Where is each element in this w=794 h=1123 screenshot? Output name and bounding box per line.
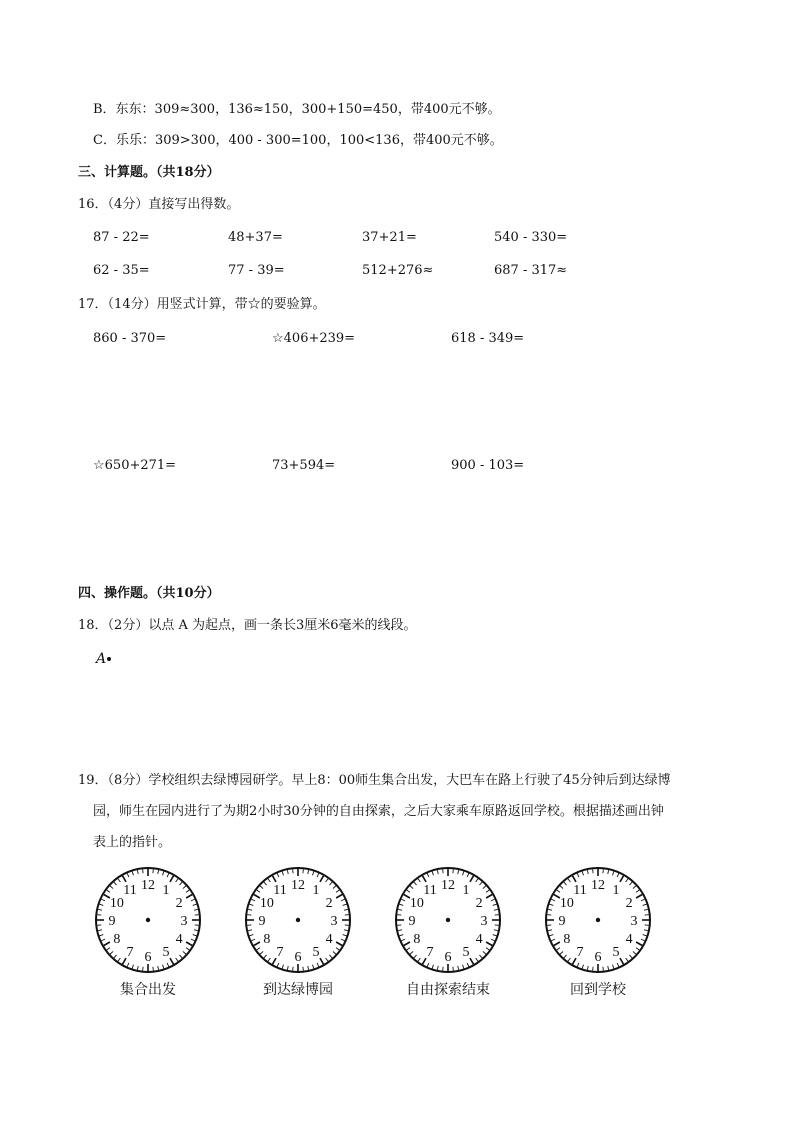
clock-number: 11 [423,882,437,898]
clock-number: 7 [126,945,134,961]
hour-tick [273,958,277,964]
minute-tick [636,948,639,950]
minute-tick [99,935,103,936]
clock-icon [244,866,352,974]
clock-number: 3 [180,914,188,929]
q16-item: 512+276≈ [362,263,434,278]
hour-tick [186,942,192,946]
hour-tick [320,958,324,964]
clock-number: 8 [113,932,121,947]
minute-tick [494,930,498,931]
clock-number: 11 [273,882,287,898]
minute-tick [127,873,129,877]
minute-tick [98,930,102,931]
clock-number: 5 [162,945,170,961]
minute-tick [249,935,253,936]
hour-tick [620,876,624,882]
hour-tick [170,958,174,964]
minute-tick [287,870,288,874]
clock-number: 3 [330,914,338,929]
minute-tick [343,904,347,905]
minute-tick [479,882,482,885]
minute-tick [399,904,403,905]
clock-number: 7 [426,945,434,961]
minute-tick [308,966,309,970]
q19-line-2: 园，师生在园内进行了为期2小时30分钟的自由探索，之后大家乘车原路返回学校。根据描述画出钟 [93,804,664,819]
q17-item: ☆406+239= [272,331,356,346]
q17-item: 860 - 370= [93,331,167,346]
minute-tick [636,890,639,892]
clock-number: 5 [612,945,620,961]
minute-tick [191,939,195,941]
clock-center-dot [446,918,450,922]
minute-tick [183,886,186,889]
hour-tick [470,958,474,964]
minute-tick [264,955,267,958]
minute-tick [277,963,279,967]
hour-tick [104,942,110,946]
minute-tick [410,951,413,954]
minute-tick [107,890,110,892]
clock-label: 到达绿博园 [263,982,333,998]
minute-tick [282,965,283,969]
hour-tick [573,876,577,882]
clock-icon [394,866,502,974]
minute-tick [193,935,197,936]
clock-number: 1 [162,882,170,898]
minute-tick [98,909,102,910]
hour-tick [423,958,427,964]
minute-tick [398,930,402,931]
clock-icon [94,866,202,974]
minute-tick [329,955,332,958]
minute-tick [467,963,469,967]
hour-tick [554,942,560,946]
minute-tick [407,948,410,950]
clock-number: 8 [563,932,571,947]
clock-number: 6 [294,950,302,965]
clock-number: 9 [558,914,566,929]
clock-number: 12 [141,878,155,893]
point-a-dot [107,657,111,661]
minute-tick [414,882,417,885]
hour-tick [470,876,474,882]
minute-tick [277,873,279,877]
minute-tick [568,879,570,882]
minute-tick [158,966,159,970]
hour-tick [404,942,410,946]
minute-tick [176,879,178,882]
minute-tick [463,965,464,969]
q16-stem: 16．（4分）直接写出得数。 [78,197,240,212]
hour-tick [123,876,127,882]
option-b: B．东东：309≈300，136≈150，300+150=450，带400元不够。 [93,102,501,117]
minute-tick [577,873,579,877]
clock-number: 1 [612,882,620,898]
minute-tick [344,909,348,910]
hour-tick [486,895,492,899]
minute-tick [568,958,570,961]
minute-tick [268,879,270,882]
hour-tick [336,942,342,946]
hour-tick [486,942,492,946]
clock-number: 10 [109,896,124,911]
clock-number: 6 [594,950,602,965]
minute-tick [163,871,164,875]
minute-tick [260,886,263,889]
minute-tick [194,930,198,931]
minute-tick [137,870,138,874]
minute-tick [476,879,478,882]
minute-tick [479,955,482,958]
minute-tick [163,965,164,969]
clock-number: 5 [312,945,320,961]
hour-tick [423,876,427,882]
minute-tick [617,873,619,877]
clock-number: 2 [325,896,333,911]
clock-number: 8 [413,932,421,947]
minute-tick [251,899,255,901]
minute-tick [613,965,614,969]
clock-label: 集合出发 [120,982,176,998]
section3-title: 三、计算题。（共18分） [78,165,220,180]
minute-tick [608,966,609,970]
minute-tick [407,890,410,892]
q17-item: 618 - 349= [451,331,525,346]
q16-item: 37+21= [362,230,417,245]
minute-tick [418,958,420,961]
clock-number: 7 [576,945,584,961]
minute-tick [132,871,133,875]
minute-tick [191,899,195,901]
minute-tick [432,965,433,969]
minute-tick [641,899,645,901]
hour-tick [620,958,624,964]
minute-tick [341,939,345,941]
minute-tick [329,882,332,885]
clock-number: 10 [259,896,274,911]
minute-tick [617,963,619,967]
clock-number: 7 [276,945,284,961]
minute-tick [483,951,486,954]
minute-tick [549,904,553,905]
minute-tick [560,951,563,954]
minute-tick [577,963,579,967]
minute-tick [317,963,319,967]
clock-number: 9 [408,914,416,929]
clock-face-2[interactable] [244,866,352,974]
minute-tick [287,966,288,970]
minute-tick [114,882,117,885]
minute-tick [608,870,609,874]
clock-center-dot [596,918,600,922]
q17-item: ☆650+271= [93,458,177,473]
clock-number: 1 [312,882,320,898]
hour-tick [320,876,324,882]
minute-tick [264,882,267,885]
clock-label: 回到学校 [570,982,626,998]
minute-tick [476,958,478,961]
clock-number: 12 [291,878,305,893]
hour-tick [186,895,192,899]
clock-number: 6 [444,950,452,965]
minute-tick [644,930,648,931]
minute-tick [437,870,438,874]
minute-tick [633,886,636,889]
minute-tick [268,958,270,961]
clock-number: 10 [559,896,574,911]
q16-item: 540 - 330= [494,230,568,245]
minute-tick [493,935,497,936]
minute-tick [317,873,319,877]
minute-tick [326,879,328,882]
q18-stem: 18．（2分）以点 A 为起点，画一条长3厘米6毫米的线段。 [78,618,417,633]
q17-item: 900 - 103= [451,458,525,473]
hour-tick [636,895,642,899]
q19-line-1: 19．（8分）学校组织去绿博园研学。早上8：00师生集合出发，大巴车在路上行驶了45分钟后到达绿博 [78,773,671,788]
minute-tick [333,886,336,889]
q19-line-3: 表上的指针。 [93,835,172,850]
clock-number: 3 [480,914,488,929]
minute-tick [629,955,632,958]
minute-tick [483,886,486,889]
minute-tick [463,871,464,875]
minute-tick [633,951,636,954]
point-a [96,651,111,667]
option-c: C．乐乐：309>300，400 - 300=100，100<136，带400元不够。 [93,133,503,148]
minute-tick [336,948,339,950]
q17-stem: 17．（14分）用竖式计算，带☆的要验算。 [78,297,326,312]
minute-tick [249,904,253,905]
minute-tick [176,958,178,961]
clock-icon [544,866,652,974]
clock-number: 1 [462,882,470,898]
clock-center-dot [146,918,150,922]
minute-tick [557,948,560,950]
minute-tick [118,958,120,961]
minute-tick [549,935,553,936]
minute-tick [401,899,405,901]
minute-tick [458,966,459,970]
minute-tick [333,951,336,954]
minute-tick [486,948,489,950]
minute-tick [626,879,628,882]
hour-tick [273,876,277,882]
minute-tick [486,890,489,892]
q16-item: 48+37= [228,230,283,245]
minute-tick [248,909,252,910]
minute-tick [587,870,588,874]
hour-tick [170,876,174,882]
minute-tick [626,958,628,961]
clock-face-3[interactable] [394,866,502,974]
minute-tick [587,966,588,970]
clock-number: 4 [175,932,183,947]
minute-tick [127,963,129,967]
minute-tick [179,882,182,885]
clock-number: 11 [573,882,587,898]
minute-tick [613,871,614,875]
minute-tick [158,870,159,874]
clock-face-4[interactable] [544,866,652,974]
q16-item: 77 - 39= [228,263,285,278]
clock-number: 3 [630,914,638,929]
clock-number: 2 [625,896,633,911]
minute-tick [179,955,182,958]
minute-tick [414,955,417,958]
minute-tick [427,963,429,967]
clock-number: 11 [123,882,137,898]
minute-tick [99,904,103,905]
minute-tick [257,890,260,892]
minute-tick [641,939,645,941]
clock-number: 4 [325,932,333,947]
minute-tick [398,909,402,910]
minute-tick [343,935,347,936]
clock-face-1[interactable] [94,866,202,974]
minute-tick [326,958,328,961]
minute-tick [107,948,110,950]
minute-tick [432,871,433,875]
minute-tick [564,955,567,958]
minute-tick [183,951,186,954]
minute-tick [282,871,283,875]
minute-tick [548,909,552,910]
minute-tick [557,890,560,892]
minute-tick [308,870,309,874]
minute-tick [551,939,555,941]
q16-item: 87 - 22= [93,230,150,245]
hour-tick [254,942,260,946]
clock-number: 5 [462,945,470,961]
minute-tick [313,965,314,969]
hour-tick [636,942,642,946]
clock-number: 12 [591,878,605,893]
minute-tick [629,882,632,885]
q17-item: 73+594= [272,458,336,473]
minute-tick [101,899,105,901]
minute-tick [548,930,552,931]
minute-tick [643,935,647,936]
minute-tick [582,871,583,875]
minute-tick [167,963,169,967]
minute-tick [401,939,405,941]
hour-tick [573,958,577,964]
minute-tick [437,966,438,970]
minute-tick [260,951,263,954]
minute-tick [491,899,495,901]
minute-tick [344,930,348,931]
minute-tick [167,873,169,877]
minute-tick [458,870,459,874]
minute-tick [336,890,339,892]
clock-center-dot [296,918,300,922]
minute-tick [118,879,120,882]
minute-tick [467,873,469,877]
minute-tick [114,955,117,958]
minute-tick [643,904,647,905]
minute-tick [248,930,252,931]
clock-number: 4 [625,932,633,947]
clock-number: 12 [441,878,455,893]
clock-number: 9 [258,914,266,929]
minute-tick [582,965,583,969]
minute-tick [186,948,189,950]
clock-number: 2 [175,896,183,911]
clock-number: 8 [263,932,271,947]
minute-tick [427,873,429,877]
minute-tick [493,904,497,905]
clock-number: 2 [475,896,483,911]
minute-tick [251,939,255,941]
minute-tick [560,886,563,889]
q16-item: 687 - 317≈ [494,263,568,278]
q16-item: 62 - 35= [93,263,150,278]
minute-tick [418,879,420,882]
minute-tick [494,909,498,910]
minute-tick [132,965,133,969]
section4-title: 四、操作题。（共10分） [78,586,220,601]
minute-tick [110,886,113,889]
clock-number: 9 [108,914,116,929]
minute-tick [410,886,413,889]
minute-tick [194,909,198,910]
minute-tick [644,909,648,910]
clock-number: 4 [475,932,483,947]
hour-tick [123,958,127,964]
minute-tick [564,882,567,885]
point-a-label: A [96,651,107,667]
minute-tick [137,966,138,970]
clock-number: 10 [409,896,424,911]
clock-number: 6 [144,950,152,965]
minute-tick [193,904,197,905]
minute-tick [101,939,105,941]
minute-tick [257,948,260,950]
minute-tick [551,899,555,901]
minute-tick [491,939,495,941]
q19-text [78,765,738,858]
minute-tick [313,871,314,875]
hour-tick [336,895,342,899]
minute-tick [399,935,403,936]
minute-tick [110,951,113,954]
minute-tick [186,890,189,892]
minute-tick [341,899,345,901]
clock-label: 自由探索结束 [406,982,490,998]
